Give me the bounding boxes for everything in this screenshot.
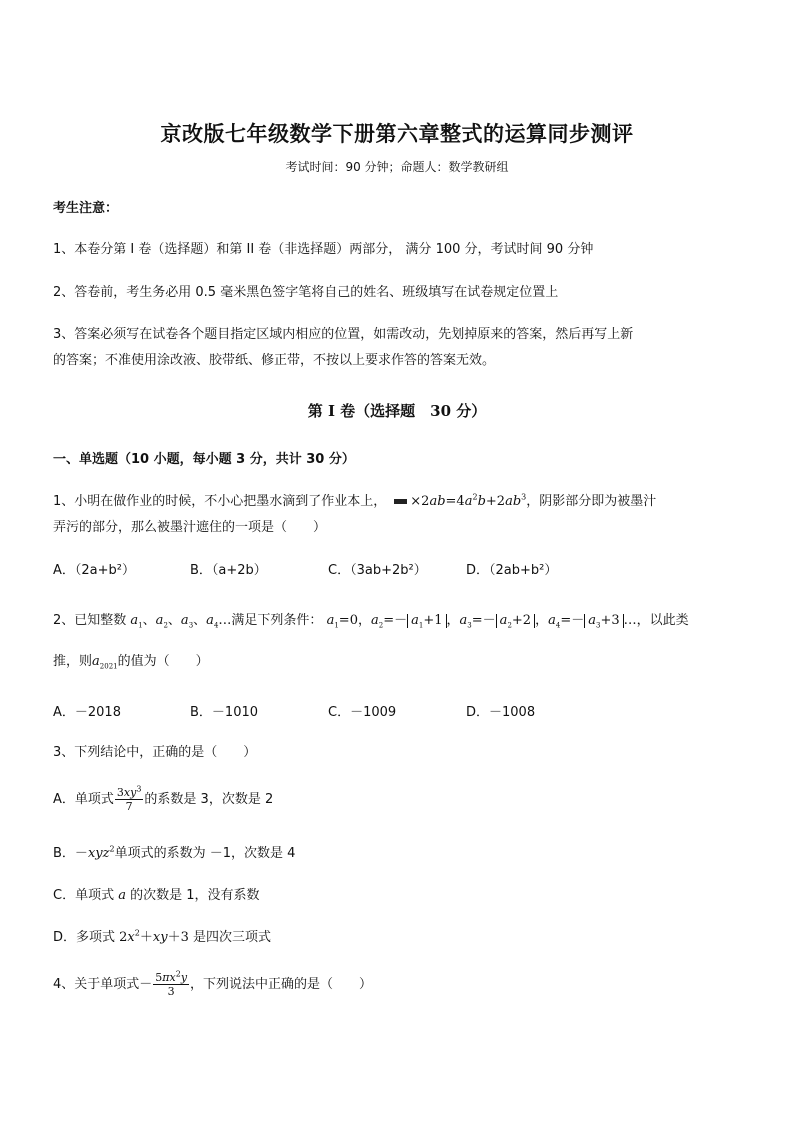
exam-info: 考试时间：90 分钟；命题人：数学教研组 xyxy=(285,160,509,174)
q3-option-d: D．多项式 $2x^2+xy+3$ 是四次三项式 xyxy=(53,928,271,945)
notice-heading: 考生注意： xyxy=(53,201,119,216)
notice-item-1: 1、本卷分第 I 卷（选择题）和第 II 卷（非选择题）两部分， 满分 100 分，考试时间 90 分钟 xyxy=(53,242,594,257)
q2-option-d: D．－1008 xyxy=(466,705,536,720)
q1-option-b: B．（a+2b） xyxy=(190,563,267,578)
q3-option-b: B．－xyz$^2$单项式的系数为 －1，次数是 4 xyxy=(53,844,296,861)
question-2-stem: 2、已知整数 $a_1$、$a_2$、$a_3$、$a_4\dots$满足下列条件： $a_1=0$，$a_2=- a_1+1$ ，$a_3=- a_2+2$ ，$a_4=- a_3+3$ …，以此类 xyxy=(53,613,689,630)
q1-option-d: D．（2ab+b²） xyxy=(466,563,558,578)
ink-blot-icon xyxy=(394,499,407,504)
question-type-heading: 一、单选题（10 小题，每小题 3 分，共计 30 分） xyxy=(53,452,355,467)
q1-option-a: A．（2a+b²） xyxy=(53,563,135,578)
section-title: 第 I 卷（选择题 30 分） xyxy=(307,402,487,420)
question-1-stem: 1、小明在做作业的时候，不小心把墨水滴到了作业本上， $\times 2ab=4a^2b+2ab^3$，阴影部分即为被墨汁 xyxy=(53,492,657,509)
notice-item-3: 3、答案必须写在试卷各个题目指定区域内相应的位置，如需改动，先划掉原来的答案，然后再写上新 xyxy=(53,327,634,342)
q1-option-c: C．（3ab+2b²） xyxy=(328,563,427,578)
notice-item-3-cont: 的答案；不准使用涂改液、胶带纸、修正带，不按以上要求作答的答案无效。 xyxy=(53,353,496,368)
q3-option-a: A．单项式 $\frac{3xy^3}{7}$ 的系数是 3，次数是 2 xyxy=(53,784,274,813)
q2-option-a: A．－2018 xyxy=(53,705,121,720)
q2-option-c: C．－1009 xyxy=(328,705,397,720)
fraction: $\frac{5\pi x^2y}{3}$ xyxy=(155,969,188,998)
page-title: 京改版七年级数学下册第六章整式的运算同步测评 xyxy=(160,121,634,146)
question-1-stem-cont: 弄污的部分，那么被墨汁遮住的一项是（ ） xyxy=(53,520,327,535)
q2-option-b: B．－1010 xyxy=(190,705,259,720)
question-2-stem-cont: 推，则$a_{2021}$的值为（ ） xyxy=(53,654,209,671)
q3-option-c: C．单项式 a 的次数是 1，没有系数 xyxy=(53,888,260,903)
notice-item-2: 2、答卷前，考生务必用 0.5 毫米黑色签字笔将自己的姓名、班级填写在试卷规定位置上 xyxy=(53,285,559,300)
question-4-stem: 4、关于单项式－ $\frac{5\pi x^2y}{3}$ ，下列说法中正确的是（ ） xyxy=(53,969,373,998)
question-3-stem: 3、下列结论中，正确的是（ ） xyxy=(53,745,257,760)
fraction: $\frac{3xy^3}{7}$ xyxy=(116,784,142,813)
